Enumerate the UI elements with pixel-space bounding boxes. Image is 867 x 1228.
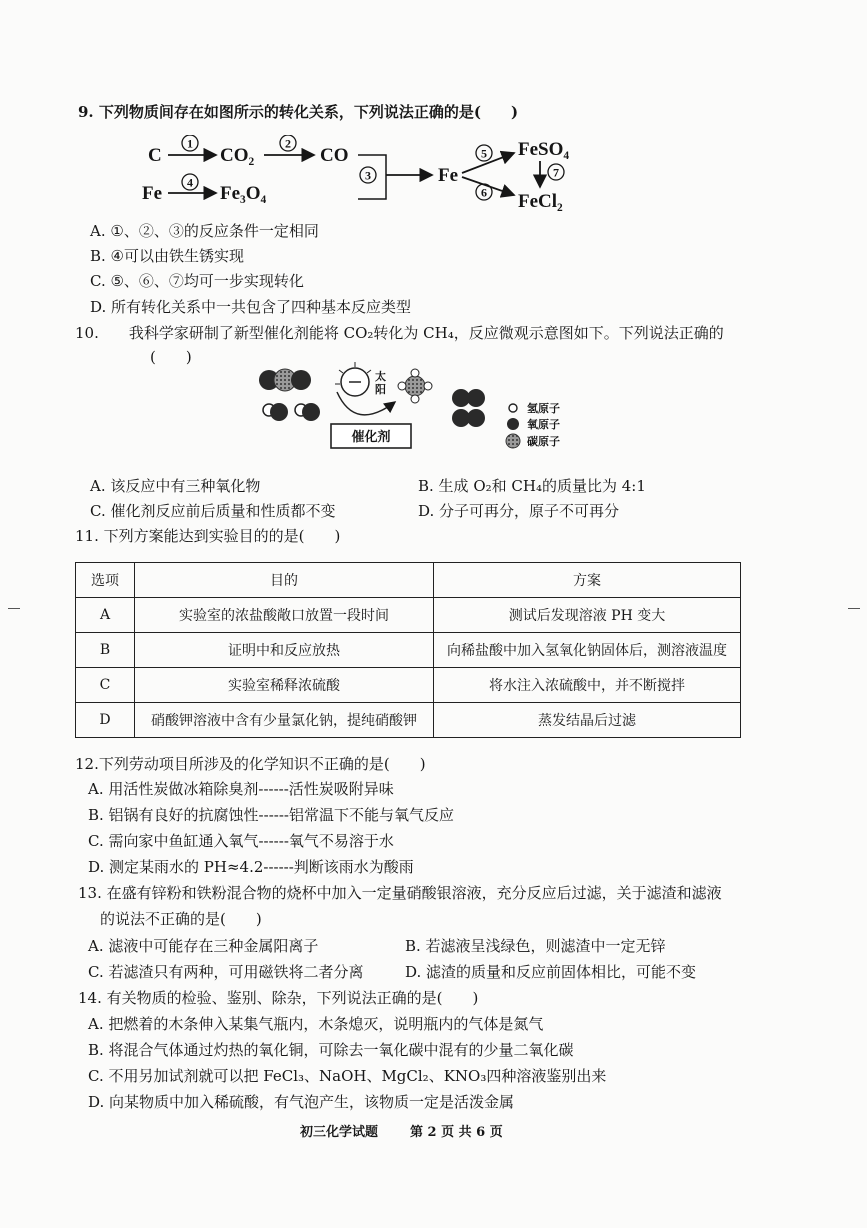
chem-fe-right: Fe [438,165,459,186]
legend-o-swatch [507,418,519,430]
q9-option-a: A. ①、②、③的反应条件一定相同 [90,222,319,240]
row-c-plan: 将水注入浓硫酸中，并不断搅拌 [434,668,741,703]
step-5-number: 5 [481,146,487,161]
q10-option-d: D. 分子可再分，原子不可再分 [418,502,620,520]
q10-option-a: A. 该反应中有三种氧化物 [90,477,261,495]
q9-stem: 9. 下列物质间存在如图所示的转化关系，下列说法正确的是( ) [78,103,519,121]
q13-option-b: B. 若滤液呈浅绿色，则滤渣中一定无锌 [405,937,666,955]
row-d-purpose: 硝酸钾溶液中含有少量氯化钠，提纯硝酸钾 [135,703,434,738]
step-4-number: 4 [187,175,193,190]
o2-molecule [452,389,485,427]
q12-option-d: D. 测定某雨水的 PH≈4.2------判断该雨水为酸雨 [88,858,414,876]
table-row [76,703,741,738]
left-edge-mark [8,608,20,609]
chem-c: C [148,145,162,166]
q13-stem-line2: 的说法不正确的是( ) [100,910,262,928]
q14-stem: 14. 有关物质的检验、鉴别、除杂，下列说法正确的是( ) [78,989,479,1007]
row-a-plan: 测试后发现溶液 PH 变大 [434,598,741,633]
header-option: 选项 [76,563,135,598]
q9-option-b: B. ④可以由铁生锈实现 [90,247,245,265]
header-purpose: 目的 [135,563,434,598]
row-b-plan: 向稀盐酸中加入氢氧化钠固体后，测溶液温度 [434,633,741,668]
q14-option-b: B. 将混合气体通过灼热的氧化铜，可除去一氧化碳中混有的少量二氧化碳 [88,1041,574,1059]
q13-option-a: A. 滤液中可能存在三种金属阳离子 [88,937,319,955]
q10-stem-line2: ( ) [150,348,192,366]
step-6-number: 6 [481,185,487,200]
chem-fecl2: FeCl₂ [518,191,563,212]
step-7-number: 7 [553,165,559,180]
q9-conversion-diagram [140,135,600,215]
row-a-purpose: 实验室的浓盐酸敞口放置一段时间 [135,598,434,633]
step-1-number: 1 [187,136,193,151]
row-a-option: A [76,598,135,633]
footer-title: 初三化学试题 [300,1125,379,1140]
q12-option-b: B. 铝锅有良好的抗腐蚀性------铝常温下不能与氧气反应 [88,806,454,824]
co2-molecule [259,369,311,391]
chem-co2: CO₂ [220,145,255,166]
chem-co: CO [320,145,349,166]
row-d-plan: 蒸发结晶后过滤 [434,703,741,738]
q10-option-b: B. 生成 O₂和 CH₄的质量比为 4:1 [418,477,646,495]
legend-o: 氧原子 [527,418,560,431]
right-edge-mark [848,608,860,609]
q9-option-c: C. ⑤、⑥、⑦均可一步实现转化 [90,272,304,290]
sun-label-1: 太 [375,370,386,383]
q10-micro-diagram [255,362,595,462]
row-b-option: B [76,633,135,668]
legend-c-swatch [506,434,520,448]
footer-page: 第 2 页 共 6 页 [410,1125,503,1140]
row-b-purpose: 证明中和反应放热 [135,633,434,668]
table-row [76,598,741,633]
q9-option-d: D. 所有转化关系中一共包含了四种基本反应类型 [90,298,412,316]
chem-feso4: FeSO₄ [518,139,570,160]
header-plan: 方案 [434,563,741,598]
q10-stem-line1: 10. 我科学家研制了新型催化剂能将 CO₂转化为 CH₄，反应微观示意图如下。下列说法正确的 [75,324,724,342]
legend-h-swatch [509,404,517,412]
step-3-number: 3 [365,168,371,183]
table-row [76,633,741,668]
step-2-number: 2 [285,136,291,151]
table-row [76,668,741,703]
row-c-option: C [76,668,135,703]
legend-h: 氢原子 [527,402,560,415]
q14-option-a: A. 把燃着的木条伸入某集气瓶内，木条熄灭，说明瓶内的气体是氮气 [88,1015,544,1033]
catalyst-label: 催化剂 [351,430,391,445]
chem-fe3o4: Fe₃O₄ [220,183,267,204]
legend-c: 碳原子 [527,435,560,448]
q13-stem-line1: 13. 在盛有锌粉和铁粉混合物的烧杯中加入一定量硝酸银溶液，充分反应后过滤，关于滤渣和滤液 [78,884,722,902]
chem-fe-left: Fe [142,183,163,204]
sun-icon [335,362,371,396]
ch4-molecule [398,369,432,403]
q13-option-d: D. 滤渣的质量和反应前固体相比，可能不变 [405,963,697,981]
q11-table [75,562,741,738]
q14-option-d: D. 向某物质中加入稀硫酸，有气泡产生，该物质一定是活泼金属 [88,1093,515,1111]
q12-option-c: C. 需向家中鱼缸通入氧气------氧气不易溶于水 [88,832,394,850]
q13-option-c: C. 若滤渣只有两种，可用磁铁将二者分离 [88,963,364,981]
table-header-row [76,563,741,598]
sun-label-2: 阳 [375,383,386,396]
q14-option-c: C. 不用另加试剂就可以把 FeCl₃、NaOH、MgCl₂、KNO₃四种溶液鉴别出来 [88,1067,607,1085]
h2-molecule [263,403,320,421]
q10-option-c: C. 催化剂反应前后质量和性质都不变 [90,502,336,520]
q12-stem: 12.下列劳动项目所涉及的化学知识不正确的是( ) [75,755,426,773]
q12-option-a: A. 用活性炭做冰箱除臭剂------活性炭吸附异味 [88,780,394,798]
row-c-purpose: 实验室稀释浓硫酸 [135,668,434,703]
row-d-option: D [76,703,135,738]
q11-stem: 11. 下列方案能达到实验目的的是( ) [75,527,341,545]
